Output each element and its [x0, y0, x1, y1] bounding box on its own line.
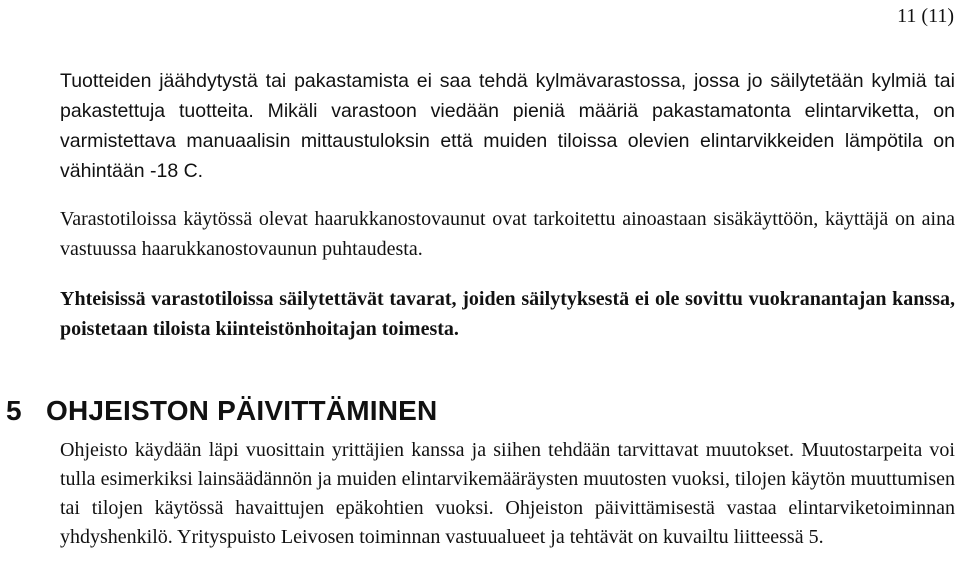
paragraph-updating: Ohjeisto käydään läpi vuosittain yrittäjien kanssa ja siihen tehdään tarvittavat muutokset. Muutostarpeita voi tulla esimerkiksi lainsäädännön ja muiden elintarvikemääräysten muutosten vuoksi, tilojen käytön muuttumisen tai tilojen käytössä havaittujen epäkohtien vuoksi. Ohjeiston päivittämisestä vastaa elintarviketoiminnan yhdyshenkilö. Yrityspuisto Leivosen toiminnan vastuualueet ja tehtävät on kuvailtu liitteessä 5.	[60, 439, 955, 548]
page-number: 11 (11)	[897, 5, 954, 27]
paragraph-forklift: Varastotiloissa käytössä olevat haarukkanostovaunut ovat tarkoitettu ainoastaan sisäkäyttöön, käyttäjä on aina vastuussa haarukkanostovaunun puhtaudesta.	[60, 208, 955, 260]
paragraph-shared-storage: Yhteisissä varastotiloissa säilytettävät tavarat, joiden säilytyksestä ei ole sovittu vuokranantajan kanssa, poistetaan tiloista kiinteistönhoitajan toimesta.	[60, 288, 955, 340]
paragraph-cold-storage: Tuotteiden jäähdytystä tai pakastamista ei saa tehdä kylmävarastossa, jossa jo säilytetään kylmiä tai pakastettuja tuotteita. Mikäli varastoon viedään pieniä määriä pakastamatonta elintarviketta, on varmistettava manuaalisin mittaustuloksin että muiden tiloissa olevien elintarvikkeiden lämpötila on vähintään -18 C.	[60, 70, 955, 182]
section-heading	[6, 393, 437, 429]
section-title: OHJEISTON PÄIVITTÄMINEN	[46, 395, 438, 426]
section-number: 5	[6, 395, 22, 426]
